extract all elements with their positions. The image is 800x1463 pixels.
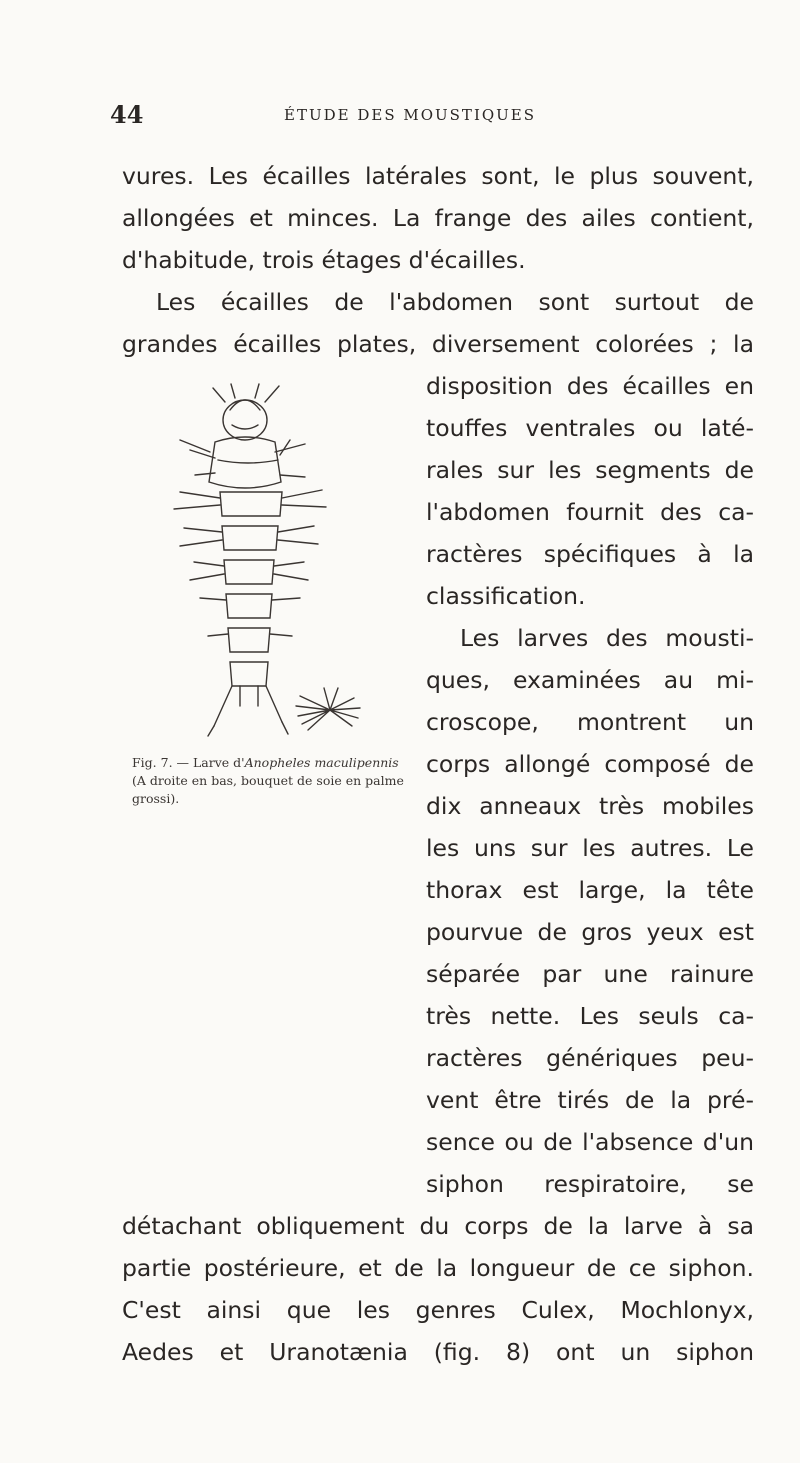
text-line: partie postérieure, et de la longueur de ce siphon. <box>122 1254 754 1282</box>
text-line: Aedes et Uranotænia (fig. 8) ont un siphon <box>122 1338 754 1366</box>
mosquito-larva-illustration <box>140 380 420 750</box>
larva-drawing <box>140 380 420 750</box>
text-line: grandes écailles plates, diversement colorées ; la <box>122 330 754 358</box>
text-line: séparée par une rainure <box>426 960 754 988</box>
figure-caption <box>132 754 412 808</box>
text-line: détachant obliquement du corps de la larve à sa <box>122 1212 754 1240</box>
text-line: corps allongé composé de <box>426 750 754 778</box>
caption-label: Fig. 7. — Larve d' <box>132 755 245 770</box>
text-line: touffes ventrales ou laté- <box>426 414 754 442</box>
text-line: ractères spécifiques à la <box>426 540 754 568</box>
text-line: siphon respiratoire, se <box>426 1170 754 1198</box>
text-line: rales sur les segments de <box>426 456 754 484</box>
text-line: très nette. Les seuls ca- <box>426 1002 754 1030</box>
text-line: ques, examinées au mi- <box>426 666 754 694</box>
text-line: Les larves des mousti- <box>460 624 754 652</box>
text-line: disposition des écailles en <box>426 372 754 400</box>
text-line: dix anneaux très mobiles <box>426 792 754 820</box>
page-number: 44 <box>110 100 144 129</box>
text-line: C'est ainsi que les genres Culex, Mochlonyx, <box>122 1296 754 1324</box>
caption-genus: Anopheles <box>244 755 311 770</box>
text-line: vent être tirés de la pré- <box>426 1086 754 1114</box>
text-line: d'habitude, trois étages d'écailles. <box>122 246 526 274</box>
running-head: ÉTUDE DES MOUSTIQUES <box>284 106 537 124</box>
caption-species: maculipennis <box>314 755 399 770</box>
text-line: l'abdomen fournit des ca- <box>426 498 754 526</box>
text-line: les uns sur les autres. Le <box>426 834 754 862</box>
caption-rest: (A droite en bas, bouquet de soie en palme grossi). <box>132 773 404 806</box>
page-header <box>110 100 750 140</box>
text-line: Les écailles de l'abdomen sont surtout de <box>156 288 754 316</box>
text-line: sence ou de l'absence d'un <box>426 1128 754 1156</box>
text-line: allongées et minces. La frange des ailes contient, <box>122 204 754 232</box>
text-line: classification. <box>426 582 586 610</box>
text-line: vures. Les écailles latérales sont, le plus souvent, <box>122 162 754 190</box>
text-line: thorax est large, la tête <box>426 876 754 904</box>
text-line: croscope, montrent un <box>426 708 754 736</box>
text-line: ractères génériques peu- <box>426 1044 754 1072</box>
text-line: pourvue de gros yeux est <box>426 918 754 946</box>
